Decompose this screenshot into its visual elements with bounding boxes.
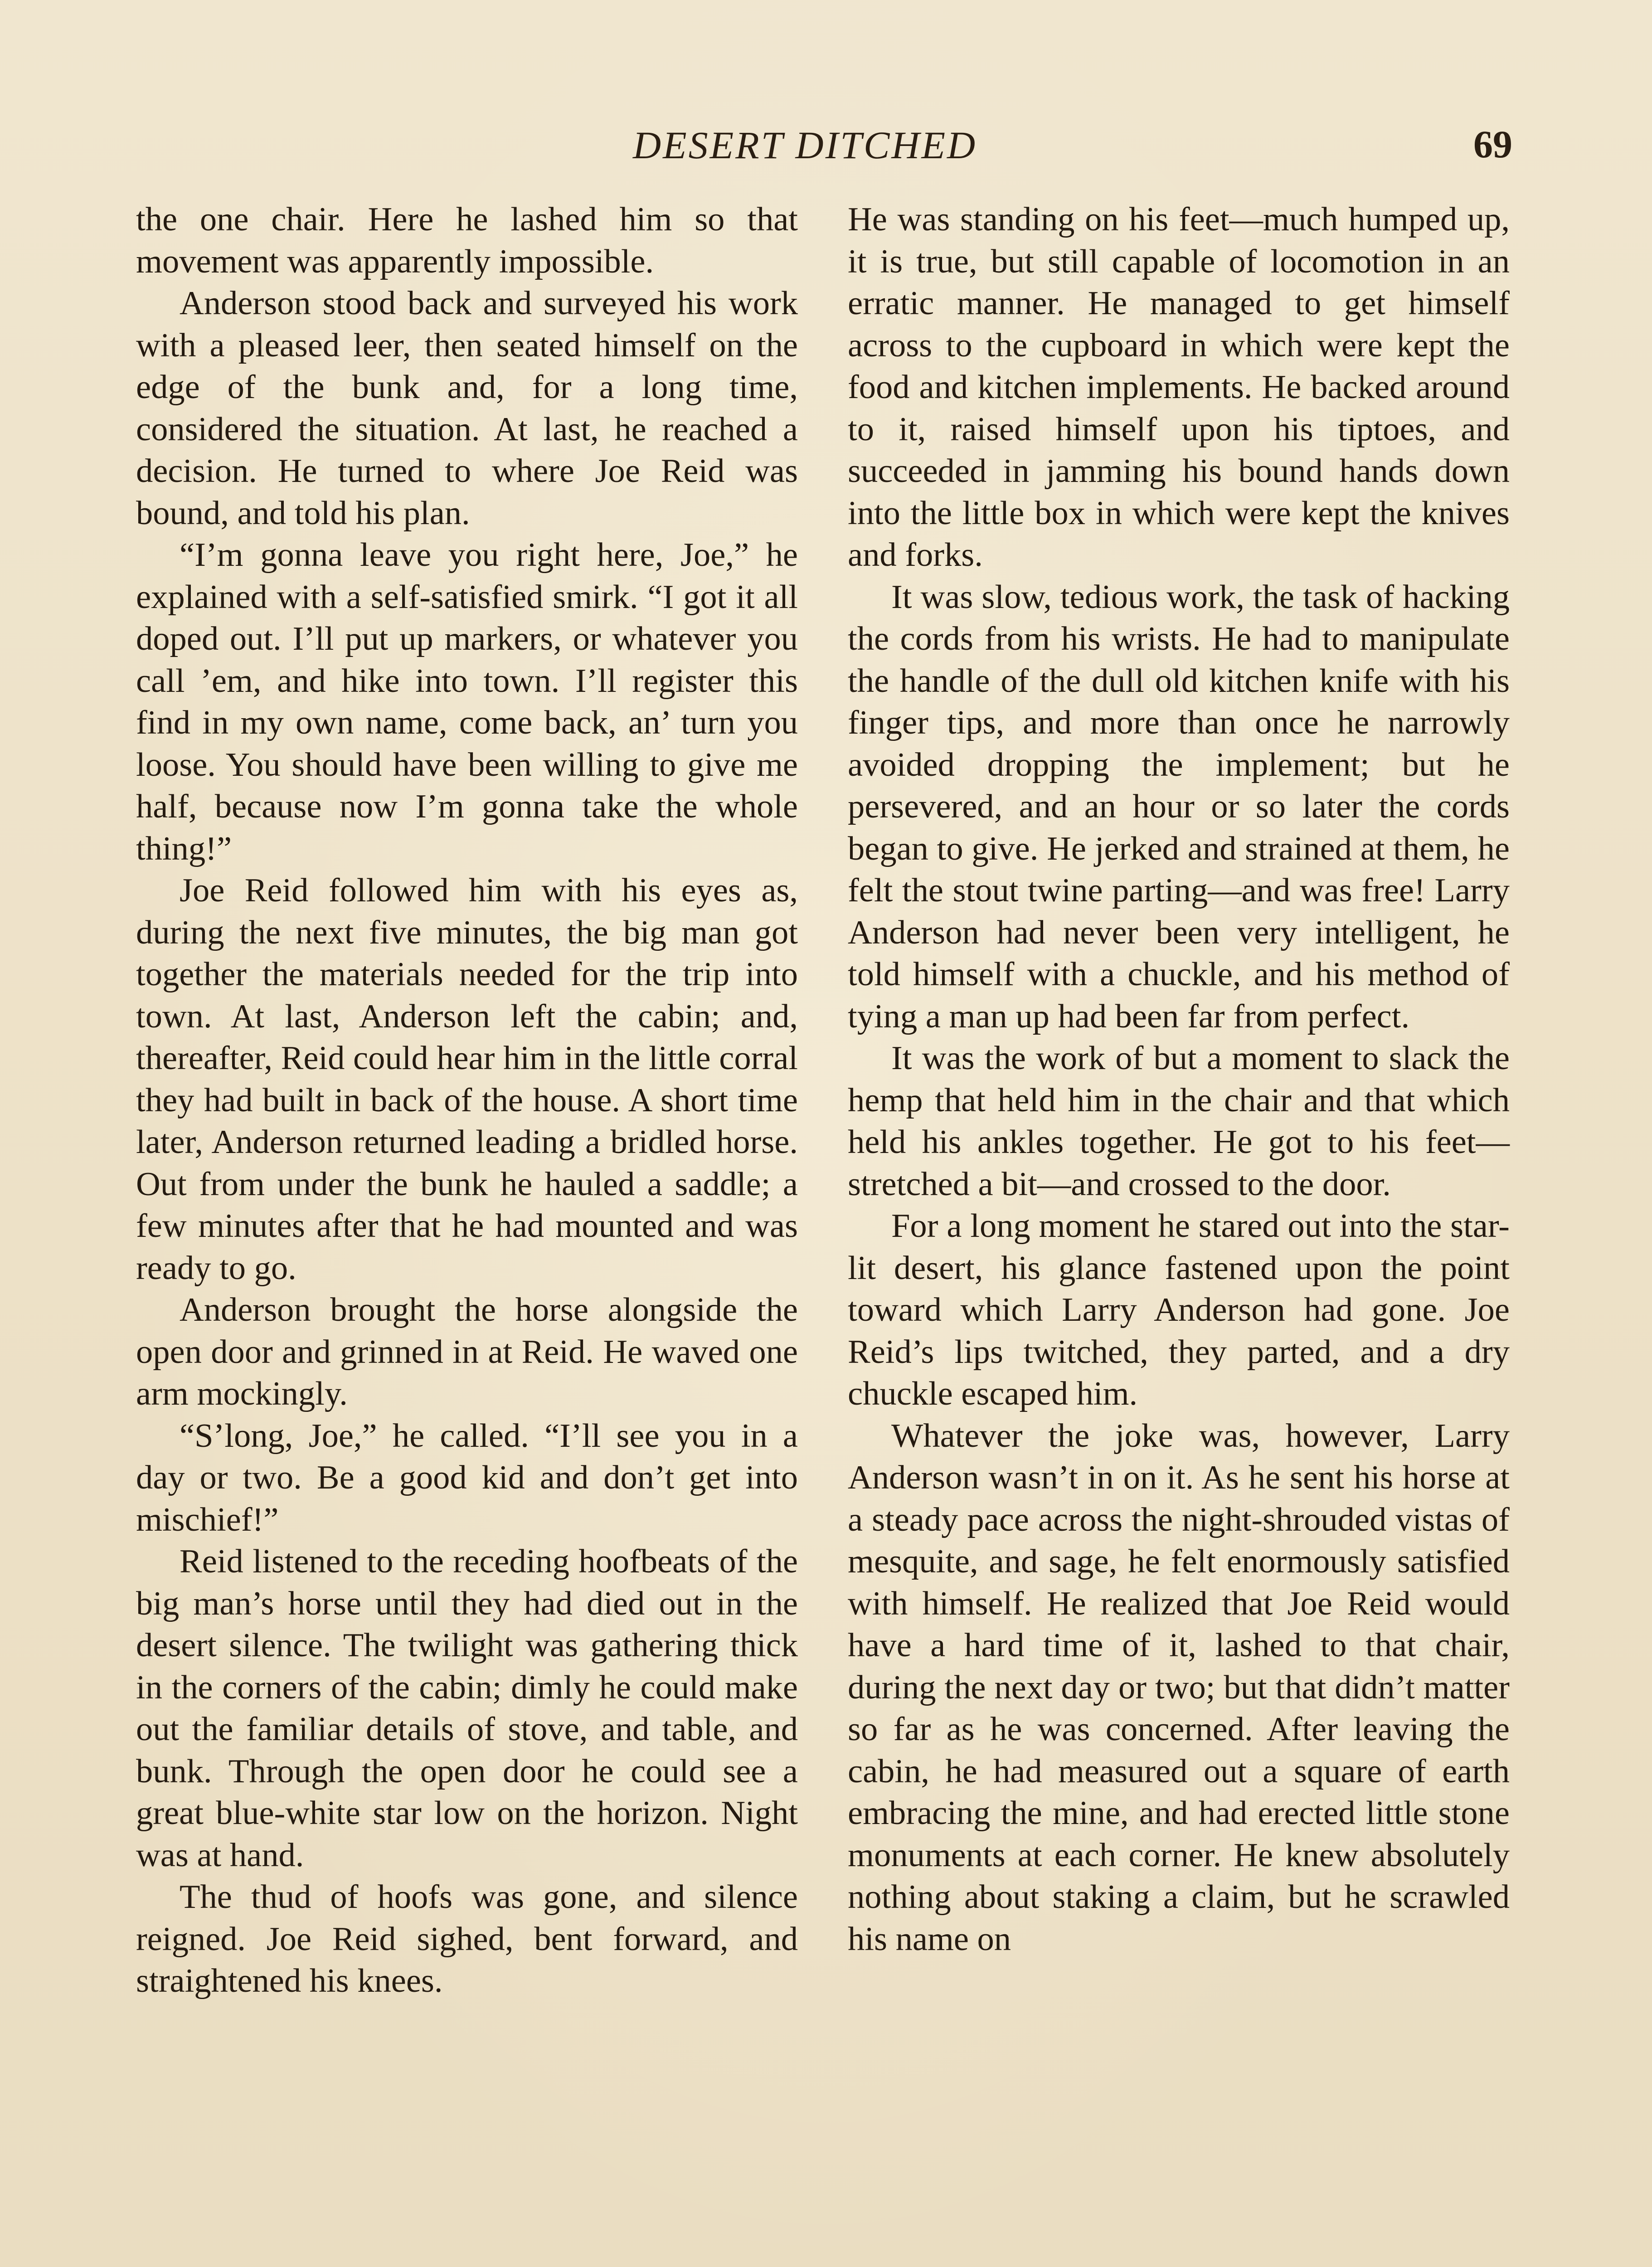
paragraph: “S’long, Joe,” he called. “I’ll see you in a day or two. Be a good kid and don’t get into mischief!” <box>136 1417 798 1538</box>
paragraph: The thud of hoofs was gone, and silence reigned. Joe Reid sighed, bent forward, and straightened his knees. <box>136 1878 798 1999</box>
paragraph: For a long moment he stared out into the star-lit desert, his glance fastened upon the point toward which Larry Anderson had gone. Joe Reid’s lips twitched, they parted, and a dry chuckle escaped him. <box>848 1207 1510 1412</box>
paragraph: Joe Reid followed him with his eyes as, during the next five minutes, the big man got together the materials needed for the trip into town. At last, Anderson left the cabin; and, thereafter, Reid could hear him in the little corral they had built in back of the house. A short time later, Anderson returned leading a bridled horse. Out from under the bunk he hauled a saddle; a few minutes after that he had mounted and was ready to go. <box>136 872 798 1287</box>
page-number: 69 <box>1473 122 1512 166</box>
paragraph: Anderson brought the horse alongside the open door and grinned in at Reid. He waved one arm mockingly. <box>136 1291 798 1412</box>
paragraph: It was slow, tedious work, the task of hacking the cords from his wrists. He had to manipulate the handle of the dull old kitchen knife with his finger tips, and more than once he narrowly avoided dropping the implement; but he persevered, and an hour or so later the cords began to give. He jerked and strained at them, he felt the stout twine parting—and was free! Larry Anderson had never been very intelligent, he told himself with a chuckle, and his method of tying a man up had been far from perfect. <box>848 578 1510 1035</box>
paragraph: Reid listened to the receding hoofbeats of the big man’s horse until they had died out in the desert silence. The twilight was gathering thick in the corners of the cabin; dimly he could make out the familiar details of stove, and table, and bunk. Through the open door he could see a great blue-white star low on the horizon. Night was at hand. <box>136 1543 798 1874</box>
paragraph: “I’m gonna leave you right here, Joe,” he explained with a self-satisfied smirk. “I got it all doped out. I’ll put up markers, or whatever you call ’em, and hike into town. I’ll register this find in my own name, come back, an’ turn you loose. You should have been willing to give me half, because now I’m gonna take the whole thing!” <box>136 536 798 867</box>
paragraph: Whatever the joke was, however, Larry Anderson wasn’t in on it. As he sent his horse at a steady pace across the night-shrouded vistas of mesquite, and sage, he felt enormously satisfied with himself. He realized that Joe Reid would have a hard time of it, lashed to that chair, during the next day or two; but that didn’t matter so far as he was concerned. After leaving the cabin, he had measured out a square of earth embracing the mine, and had erected little stone monuments at each corner. He knew absolutely nothing about staking a claim, but he scrawled his name on <box>848 1417 1510 1958</box>
paragraph: It was the work of but a moment to slack the hemp that held him in the chair and that which held his ankles together. He got to his feet—stretched a bit—and crossed to the door. <box>848 1040 1510 1203</box>
text-column-left <box>136 199 798 2002</box>
text-column-right <box>848 199 1510 1960</box>
paragraph: Anderson stood back and surveyed his work with a pleased leer, then seated himself on the edge of the bunk and, for a long time, considered the situation. At last, he reached a decision. He turned to where Joe Reid was bound, and told his plan. <box>136 285 798 532</box>
running-head-title: DESERT DITCHED <box>633 123 977 167</box>
paragraph: He was standing on his feet—much humped up, it is true, but still capable of locomotion in an erratic manner. He managed to get himself across to the cupboard in which were kept the food and kitchen implements. He backed around to it, raised himself upon his tiptoes, and succeeded in jamming his bound hands down into the little box in which were kept the knives and forks. <box>848 201 1510 574</box>
paragraph: the one chair. Here he lashed him so that movement was apparently impossible. <box>136 201 798 280</box>
